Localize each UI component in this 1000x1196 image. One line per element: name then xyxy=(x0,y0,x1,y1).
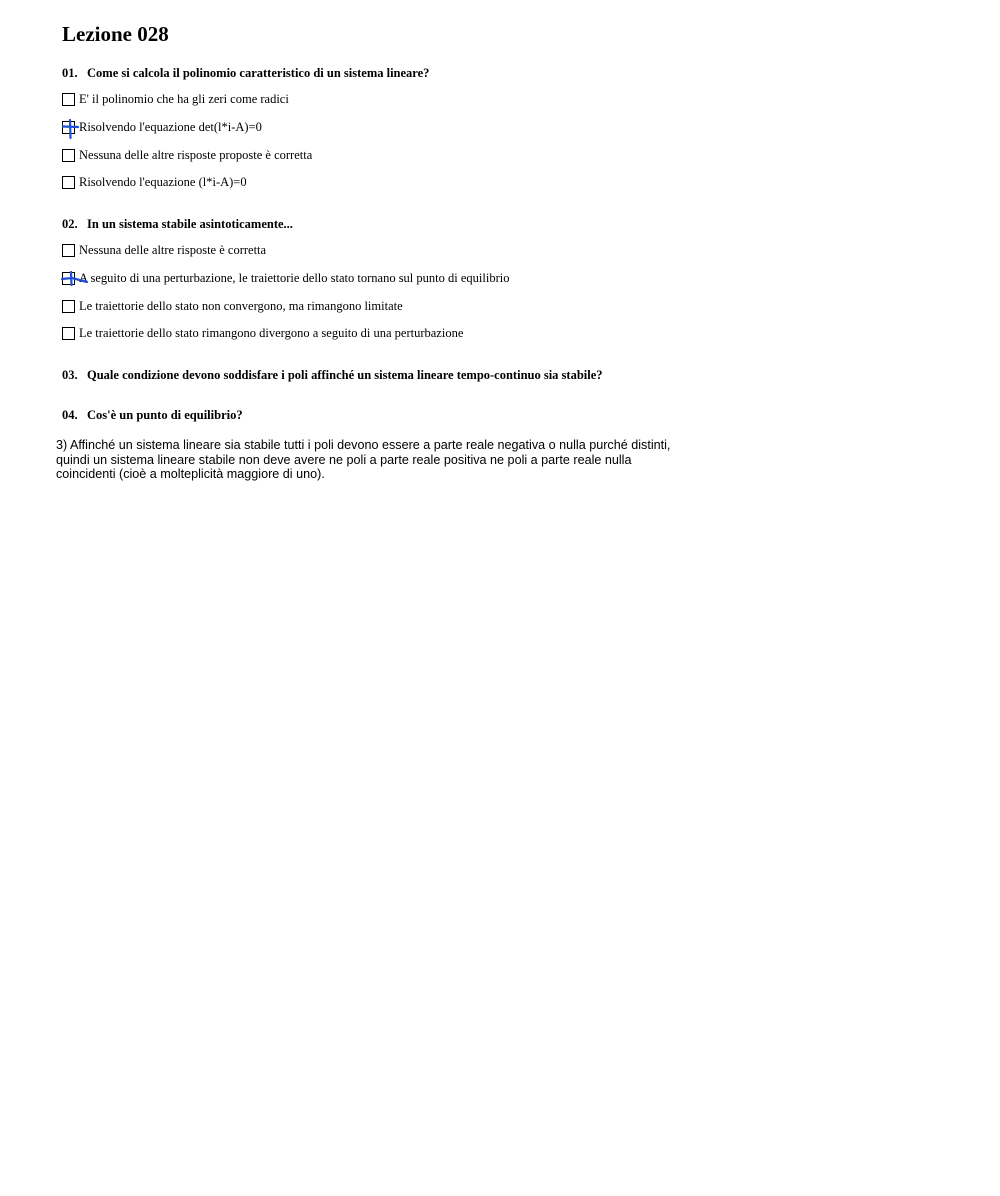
checkbox-checked[interactable] xyxy=(62,121,75,134)
question-text: In un sistema stabile asintoticamente... xyxy=(87,217,293,231)
question-01 xyxy=(62,66,429,81)
question-text: Quale condizione devono soddisfare i poli affinché un sistema lineare tempo-continuo sia stabile? xyxy=(87,368,603,382)
option-01-b[interactable] xyxy=(62,119,262,135)
checkbox-checked[interactable] xyxy=(62,272,75,285)
option-02-a[interactable] xyxy=(62,242,266,258)
question-text: Come si calcola il polinomio caratteristico di un sistema lineare? xyxy=(87,66,430,80)
option-label: Nessuna delle altre risposte è corretta xyxy=(79,242,267,257)
option-label: Nessuna delle altre risposte proposte è corretta xyxy=(79,147,313,162)
option-label: Risolvendo l'equazione det(l*i-A)=0 xyxy=(79,119,262,134)
option-label: Le traiettorie dello stato non convergono, ma rimangono limitate xyxy=(79,298,403,313)
page-title: Lezione 028 xyxy=(62,22,169,46)
question-03 xyxy=(62,368,603,383)
answer-note: 3) Affinché un sistema lineare sia stabile tutti i poli devono essere a parte reale negativa o nulla purché distinti, quindi un sistema lineare stabile non deve avere ne poli a parte reale positiva ne poli a parte reale nulla coincidenti (cioè a molteplicità maggiore di uno). xyxy=(56,438,671,482)
option-02-d[interactable] xyxy=(62,325,463,341)
question-02 xyxy=(62,217,293,232)
checkbox[interactable] xyxy=(62,176,75,189)
question-number: 04. xyxy=(62,408,78,422)
option-01-a[interactable] xyxy=(62,91,289,107)
option-02-c[interactable] xyxy=(62,298,403,314)
checkbox[interactable] xyxy=(62,93,75,106)
option-label: A seguito di una perturbazione, le traiettorie dello stato tornano sul punto di equilibrio xyxy=(79,270,510,285)
option-02-b[interactable] xyxy=(62,270,509,286)
checkbox[interactable] xyxy=(62,300,75,313)
option-label: Risolvendo l'equazione (l*i-A)=0 xyxy=(79,174,247,189)
question-number: 03. xyxy=(62,368,78,382)
option-01-c[interactable] xyxy=(62,147,312,163)
checkbox[interactable] xyxy=(62,244,75,257)
question-04 xyxy=(62,408,243,423)
checkbox[interactable] xyxy=(62,149,75,162)
option-label: Le traiettorie dello stato rimangono divergono a seguito di una perturbazione xyxy=(79,325,464,340)
option-01-d[interactable] xyxy=(62,174,247,190)
question-number: 02. xyxy=(62,217,78,231)
option-label: E' il polinomio che ha gli zeri come radici xyxy=(79,91,289,106)
question-text: Cos'è un punto di equilibrio? xyxy=(87,408,243,422)
checkbox[interactable] xyxy=(62,327,75,340)
question-number: 01. xyxy=(62,66,78,80)
